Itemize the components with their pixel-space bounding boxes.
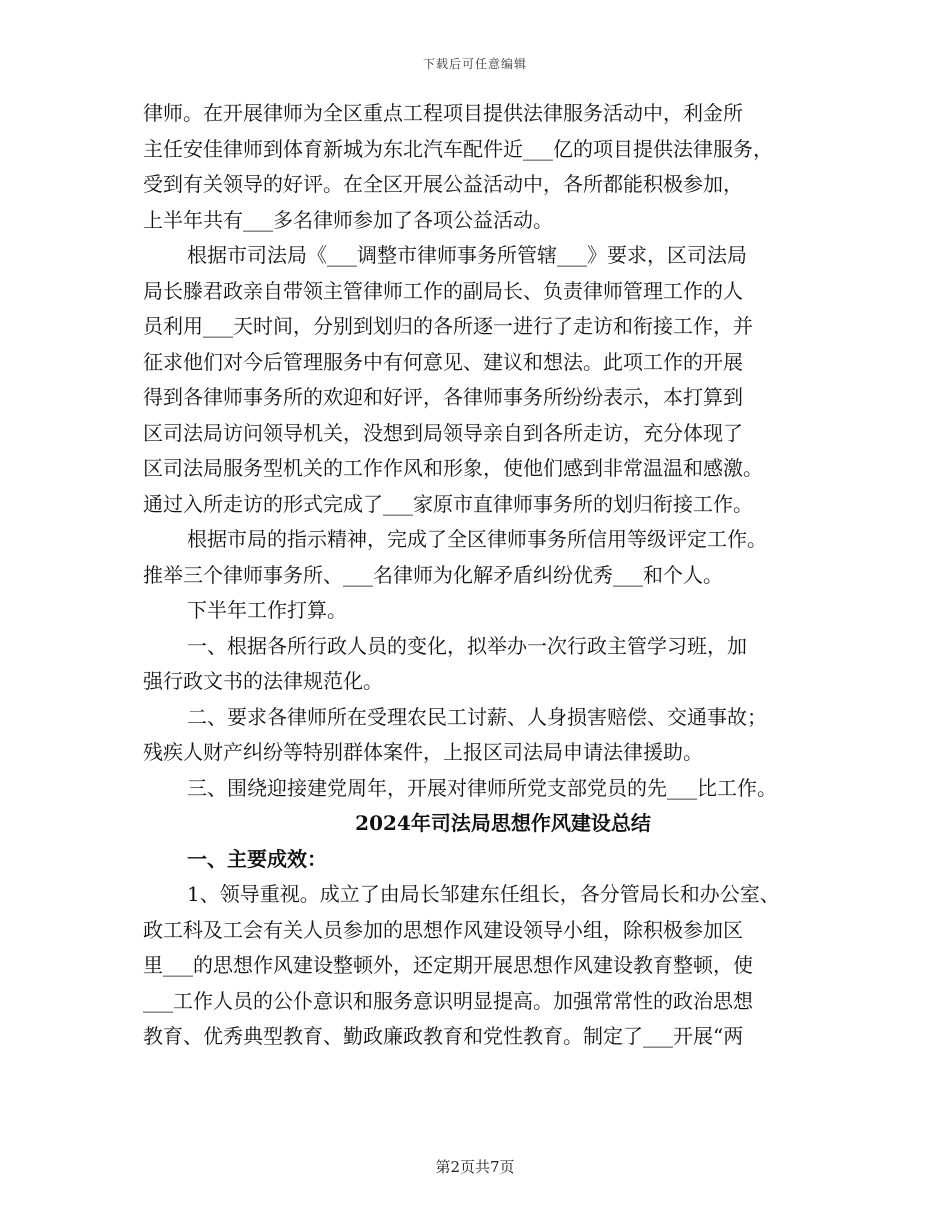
text-line: 区司法局服务型机关的工作作风和形象，使他们感到非常温温和感激。	[143, 456, 763, 480]
text-line: 三、围绕迎接建党周年，开展对律师所党支部党员的先___比工作。	[187, 775, 777, 800]
text-line: 得到各律师事务所的欢迎和好评，各律师事务所纷纷表示，本打算到	[143, 385, 743, 409]
text-line: 一、根据各所行政人员的变化，拟举办一次行政主管学习班，加	[187, 633, 747, 658]
text-line: 征求他们对今后管理服务中有何意见、建议和想法。此项工作的开展	[143, 349, 743, 374]
section-heading: 一、主要成效：	[187, 846, 327, 871]
text-line: 员利用___天时间，分别到划归的各所逐一进行了走访和衔接工作，并	[143, 314, 753, 338]
text-line: 根据市局的指示精神，完成了全区律师事务所信用等级评定工作。	[187, 527, 767, 551]
text-line: ___工作人员的公仆意识和服务意识明显提高。加强常常性的政治思想	[143, 988, 753, 1013]
text-line: 受到有关领导的好评。在全区开展公益活动中，各所都能积极参加，	[143, 172, 743, 196]
header-note: 下载后可任意编辑	[422, 57, 527, 71]
text-line: 二、要求各律师所在受理农民工讨薪、人身损害赔偿、交通事故；	[187, 704, 767, 729]
text-line: 里___的思想作风建设整顿外，还定期开展思想作风建设教育整顿，使	[143, 953, 753, 977]
text-line: 教育、优秀典型教育、勤政廉政教育和党性教育。制定了___开展“两	[143, 1024, 744, 1048]
page-number: 第2页共7页	[435, 1158, 515, 1176]
text-line: 区司法局访问领导机关，没想到局领导亲自到各所走访，充分体现了	[143, 420, 743, 445]
text-line: 通过入所走访的形式完成了___家原市直律师事务所的划归衔接工作。	[143, 491, 753, 516]
text-line: 1、领导重视。成立了由局长邹建东任组长，各分管局长和办公室、	[187, 882, 780, 906]
text-line: 下半年工作打算。	[187, 598, 347, 622]
text-line: 强行政文书的法律规范化。	[143, 669, 383, 693]
section-title: 2024年司法局思想作风建设总结	[355, 811, 651, 835]
text-line: 残疾人财产纠纷等特别群体案件，上报区司法局申请法律援助。	[143, 740, 703, 764]
text-line: 局长滕君政亲自带领主管律师工作的副局长、负责律师管理工作的人	[143, 278, 743, 303]
document-body	[143, 96, 833, 1055]
text-line: 主任安佳律师到体育新城为东北汽车配件近___亿的项目提供法律服务，	[143, 136, 773, 161]
text-line: 根据市司法局《___调整市律师事务所管辖___》要求，区司法局	[187, 243, 747, 267]
text-line: 推举三个律师事务所、___名律师为化解矛盾纠纷优秀___和个人。	[143, 562, 723, 587]
text-line: 律师。在开展律师为全区重点工程项目提供法律服务活动中，利金所	[143, 101, 743, 125]
text-line: 政工科及工会有关人员参加的思想作风建设领导小组，除积极参加区	[143, 917, 743, 942]
text-line: 上半年共有___多名律师参加了各项公益活动。	[143, 207, 553, 232]
